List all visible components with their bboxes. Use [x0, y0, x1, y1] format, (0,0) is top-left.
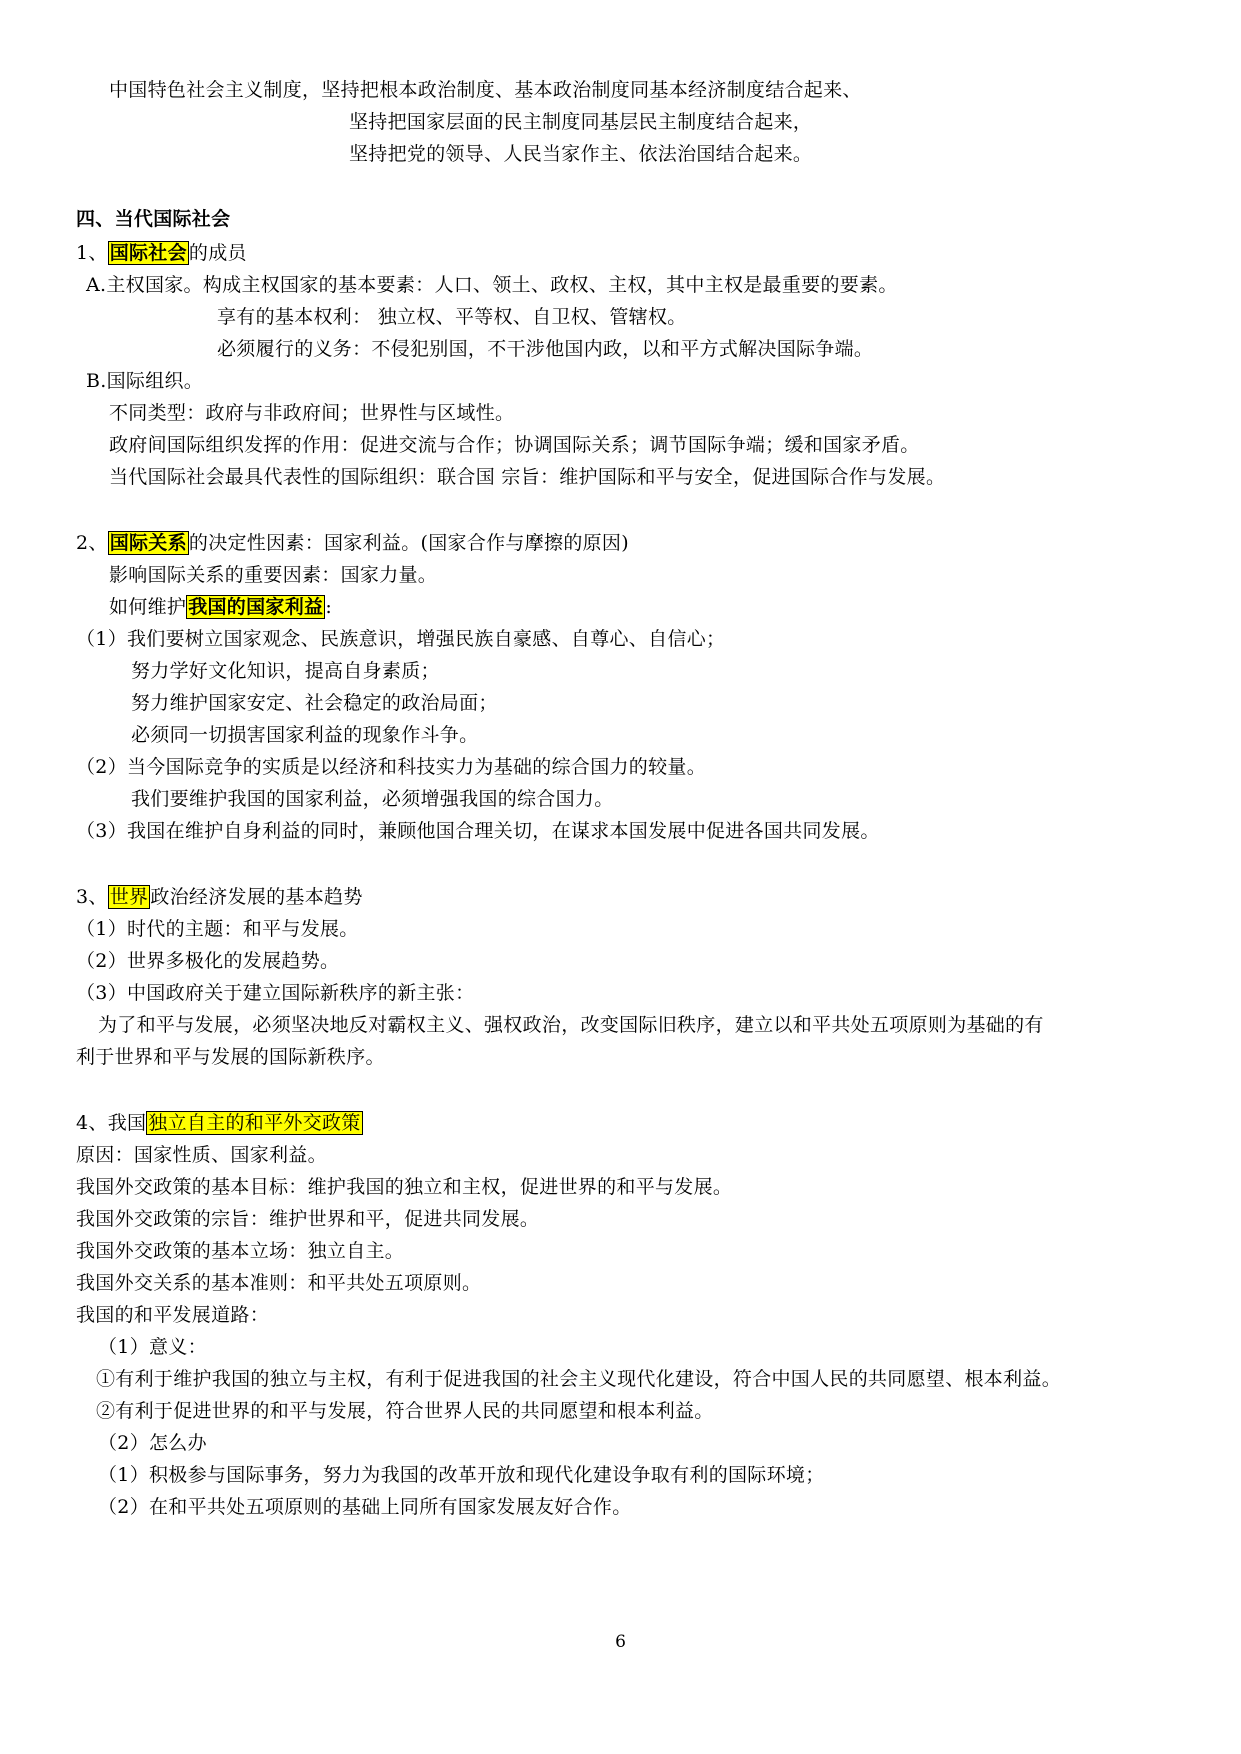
page-number: 6 [615, 1632, 626, 1652]
part3-text-2: 利于世界和平与发展的国际新秩序。 [76, 1046, 385, 1068]
part3-number: 3、 [76, 886, 108, 908]
part4-title [76, 1110, 363, 1136]
part2-title-suffix: 的决定性因素：国家利益。(国家合作与摩擦的原因) [188, 532, 629, 554]
part2-item-2: （2）当今国际竞争的实质是以经济和科技实力为基础的综合国力的较量。 [76, 756, 706, 778]
part2-how-prefix: 如何维护 [109, 596, 187, 618]
intro-line-2: 坚持把国家层面的民主制度同基层民主制度结合起来， [349, 111, 813, 133]
part1-role: 政府间国际组织发挥的作用：促进交流与合作；协调国际关系；调节国际争端；缓和国家矛盾。 [109, 434, 920, 456]
part1-title [76, 240, 247, 266]
part1-sovereign-state: A.主权国家。构成主权国家的基本要素：人口、领土、政权、主权，其中主权是最重要的要素。 [86, 274, 898, 296]
part1-number: 1、 [76, 242, 108, 264]
part2-item-2b: 我们要维护我国的国家利益，必须增强我国的综合国力。 [131, 788, 614, 810]
intro-line-3: 坚持把党的领导、人民当家作主、依法治国结合起来。 [349, 143, 813, 165]
part4-line-8: ①有利于维护我国的独立与主权，有利于促进我国的社会主义现代化建设，符合中国人民的共同愿望、根本利益。 [96, 1368, 1062, 1390]
section-heading: 四、当代国际社会 [76, 208, 231, 230]
part2-important-factor: 影响国际关系的重要因素：国家力量。 [109, 564, 438, 586]
part4-line-2: 我国外交政策的基本目标：维护我国的独立和主权，促进世界的和平与发展。 [76, 1176, 733, 1198]
part4-line-11: （1）积极参与国际事务，努力为我国的改革开放和现代化建设争取有利的国际环境； [98, 1464, 825, 1486]
part3-item-1: （1）时代的主题：和平与发展。 [76, 918, 359, 940]
part1-types: 不同类型：政府与非政府间；世界性与区域性。 [109, 402, 515, 424]
part2-number: 2、 [76, 532, 108, 554]
part4-line-9: ②有利于促进世界的和平与发展，符合世界人民的共同愿望和根本利益。 [96, 1400, 714, 1422]
part3-item-2: （2）世界多极化的发展趋势。 [76, 950, 340, 972]
part3-item-3: （3）中国政府关于建立国际新秩序的新主张： [76, 982, 475, 1004]
part3-text-1: 为了和平与发展，必须坚决地反对霸权主义、强权政治，改变国际旧秩序，建立以和平共处五项原则为基础的有 [98, 1014, 1044, 1036]
part2-item-1: （1）我们要树立国家观念、民族意识，增强民族自豪感、自尊心、自信心； [76, 628, 726, 650]
highlight-world: 世界 [109, 886, 149, 908]
part4-line-3: 我国外交政策的宗旨：维护世界和平，促进共同发展。 [76, 1208, 540, 1230]
part3-title-suffix: 政治经济发展的基本趋势 [150, 886, 363, 908]
part2-how-suffix: : [325, 596, 333, 618]
part4-line-5: 我国外交关系的基本准则：和平共处五项原则。 [76, 1272, 482, 1294]
part4-line-1: 原因：国家性质、国家利益。 [76, 1144, 327, 1166]
intro-line-1: 中国特色社会主义制度，坚持把根本政治制度、基本政治制度同基本经济制度结合起来、 [109, 79, 862, 101]
part4-line-10: （2）怎么办 [98, 1432, 207, 1454]
part4-line-12: （2）在和平共处五项原则的基础上同所有国家发展友好合作。 [98, 1496, 632, 1518]
part1-intl-org: B.国际组织。 [86, 370, 204, 392]
part4-line-7: （1）意义： [98, 1336, 207, 1358]
part1-basic-rights: 享有的基本权利： 独立权、平等权、自卫权、管辖权。 [217, 306, 687, 328]
part2-item-1b: 努力学好文化知识，提高自身素质； [131, 660, 440, 682]
part4-line-6: 我国的和平发展道路： [76, 1304, 270, 1326]
part2-title [76, 530, 629, 556]
part2-how-to-protect [109, 594, 332, 620]
part2-item-3: （3）我国在维护自身利益的同时，兼顾他国合理关切，在谋求本国发展中促进各国共同发展。 [76, 820, 880, 842]
highlight-international-society: 国际社会 [109, 242, 187, 264]
part1-obligations: 必须履行的义务：不侵犯别国，不干涉他国内政，以和平方式解决国际争端。 [217, 338, 874, 360]
part2-item-1d: 必须同一切损害国家利益的现象作斗争。 [131, 724, 479, 746]
part4-line-4: 我国外交政策的基本立场：独立自主。 [76, 1240, 405, 1262]
highlight-national-interest: 我国的国家利益 [188, 596, 324, 618]
part1-title-suffix: 的成员 [188, 242, 247, 264]
part4-prefix: 4、我国 [76, 1112, 147, 1134]
part1-un: 当代国际社会最具代表性的国际组织：联合国 宗旨：维护国际和平与安全，促进国际合作与发展。 [109, 466, 946, 488]
highlight-foreign-policy: 独立自主的和平外交政策 [148, 1112, 361, 1134]
highlight-international-relations: 国际关系 [109, 532, 187, 554]
part3-title [76, 884, 363, 910]
part2-item-1c: 努力维护国家安定、社会稳定的政治局面； [131, 692, 498, 714]
